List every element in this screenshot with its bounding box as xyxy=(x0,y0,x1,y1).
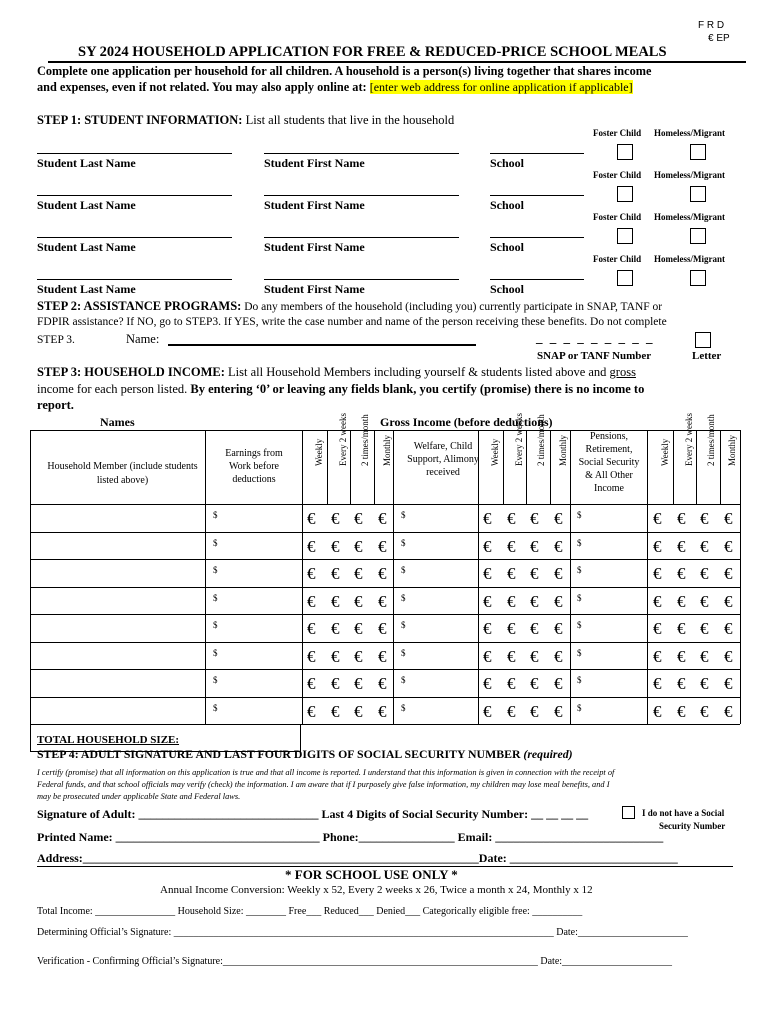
income-amount-field[interactable] xyxy=(585,700,655,722)
student-last-name-label: Student Last Name xyxy=(37,198,136,212)
frequency-checkbox[interactable]: € xyxy=(653,646,662,666)
frequency-label: 2 times/month xyxy=(706,414,716,466)
frequency-checkbox[interactable]: € xyxy=(378,591,387,611)
household-member-name-field[interactable] xyxy=(32,700,202,722)
frequency-checkbox[interactable]: € xyxy=(700,591,709,611)
step1-heading: STEP 1: STUDENT INFORMATION: xyxy=(37,113,243,127)
frequency-checkbox[interactable]: € xyxy=(554,646,563,666)
frequency-checkbox[interactable]: € xyxy=(354,701,363,721)
grid-vline xyxy=(393,430,394,724)
step2-text2: FDPIR assistance? If NO, go to STEP3. If YES, write the case number and name of the person receiving these benefits. Do not complete xyxy=(37,316,667,328)
frequency-checkbox[interactable]: € xyxy=(354,674,363,693)
household-member-name-field[interactable] xyxy=(32,507,202,529)
frequency-label: Weekly xyxy=(490,438,500,466)
frequency-checkbox[interactable]: € xyxy=(700,701,709,721)
names-header: Names xyxy=(100,415,135,429)
corner-code-line2: € EP xyxy=(708,33,730,44)
frequency-checkbox[interactable]: € xyxy=(700,619,709,638)
case-number-label: SNAP or TANF Number xyxy=(537,350,652,362)
frequency-checkbox[interactable]: € xyxy=(653,674,662,693)
frequency-checkbox[interactable]: € xyxy=(378,701,387,721)
step2-name-label: Name: xyxy=(126,332,160,346)
income-amount-field[interactable] xyxy=(221,700,291,722)
frequency-checkbox[interactable]: € xyxy=(700,509,709,528)
frequency-checkbox[interactable]: € xyxy=(307,564,316,583)
dollar-sign: $ xyxy=(213,592,218,603)
no-ssn-checkbox[interactable] xyxy=(622,806,635,819)
school-field[interactable] xyxy=(490,195,584,196)
frequency-checkbox[interactable]: € xyxy=(331,591,340,611)
verification-line[interactable]: Verification - Confirming Official’s Signature:_______________________________________________________________ Date:______________________ xyxy=(37,956,673,967)
frequency-checkbox[interactable]: € xyxy=(677,701,686,721)
frequency-checkbox[interactable]: € xyxy=(677,591,686,611)
certify-line1: I certify (promise) that all information on this application is true and that all income is reported. I understand that this information is given in connection with the receipt of xyxy=(37,768,615,777)
grid-vline xyxy=(205,430,206,724)
homeless-migrant-label: Homeless/Migrant xyxy=(654,128,725,138)
school-label: School xyxy=(490,156,525,170)
income-amount-field[interactable] xyxy=(409,562,479,584)
frequency-checkbox[interactable]: € xyxy=(331,509,340,528)
frequency-checkbox[interactable]: € xyxy=(530,536,539,556)
dollar-sign: $ xyxy=(213,565,218,575)
frequency-checkbox[interactable]: € xyxy=(307,536,316,556)
foster-child-label: Foster Child xyxy=(593,212,642,222)
frequency-checkbox[interactable]: € xyxy=(554,674,563,693)
frequency-checkbox[interactable]: € xyxy=(483,674,492,693)
step3-gross: gross xyxy=(609,365,636,379)
step4-heading: STEP 4: ADULT SIGNATURE AND LAST FOUR DIGITS OF SOCIAL SECURITY NUMBER xyxy=(37,747,521,761)
frequency-checkbox[interactable]: € xyxy=(530,591,539,611)
frequency-checkbox[interactable]: € xyxy=(677,564,686,583)
frequency-checkbox[interactable]: € xyxy=(307,701,316,721)
frequency-checkbox[interactable]: € xyxy=(530,674,539,693)
online-application-link[interactable]: [enter web address for online application if applicable] xyxy=(369,80,633,94)
income-amount-field[interactable] xyxy=(221,562,291,584)
grid-hline xyxy=(30,642,740,643)
grid-hline xyxy=(30,532,740,533)
step3-heading: STEP 3: HOUSEHOLD INCOME: xyxy=(37,365,225,379)
income-amount-field[interactable] xyxy=(221,672,291,694)
step2-text3: STEP 3. xyxy=(37,334,75,346)
income-amount-field[interactable] xyxy=(585,562,655,584)
frequency-checkbox[interactable]: € xyxy=(378,564,387,583)
school-label: School xyxy=(490,198,525,212)
printed-name-line[interactable]: Printed Name: __________________________________ Phone:________________ Email: ____________________________ xyxy=(37,830,664,844)
frequency-checkbox[interactable]: € xyxy=(677,509,686,528)
frequency-checkbox[interactable]: € xyxy=(724,591,733,611)
student-first-name-field[interactable] xyxy=(264,237,459,238)
frequency-label: Weekly xyxy=(314,438,324,466)
foster-child-label: Foster Child xyxy=(593,170,642,180)
frequency-checkbox[interactable]: € xyxy=(483,619,492,638)
income-amount-field[interactable] xyxy=(409,700,479,722)
frequency-checkbox[interactable]: € xyxy=(724,536,733,556)
dollar-sign: $ xyxy=(577,675,582,685)
frequency-label: Monthly xyxy=(382,434,392,466)
frequency-label: Weekly xyxy=(660,438,670,466)
income-amount-field[interactable] xyxy=(221,590,291,612)
student-first-name-label: Student First Name xyxy=(264,198,365,212)
homeless-migrant-checkbox[interactable] xyxy=(690,144,706,160)
grid-vline xyxy=(30,430,31,724)
frequency-checkbox[interactable]: € xyxy=(677,536,686,556)
income-amount-field[interactable] xyxy=(221,507,291,529)
student-first-name-label: Student First Name xyxy=(264,156,365,170)
student-last-name-field[interactable] xyxy=(37,153,232,154)
income-amount-field[interactable] xyxy=(585,645,655,667)
grid-hline xyxy=(30,504,740,505)
frequency-checkbox[interactable]: € xyxy=(653,591,662,611)
income-amount-field[interactable] xyxy=(585,617,655,639)
dollar-sign: $ xyxy=(401,510,406,520)
frequency-checkbox[interactable]: € xyxy=(530,509,539,528)
student-last-name-label: Student Last Name xyxy=(37,282,136,296)
frequency-checkbox[interactable]: € xyxy=(530,701,539,721)
frequency-checkbox[interactable]: € xyxy=(700,646,709,666)
household-member-name-field[interactable] xyxy=(32,562,202,584)
school-field[interactable] xyxy=(490,237,584,238)
household-member-name-field[interactable] xyxy=(32,672,202,694)
grid-vline xyxy=(374,430,375,504)
foster-child-checkbox[interactable] xyxy=(617,186,633,202)
grid-vline xyxy=(302,430,303,724)
student-last-name-field[interactable] xyxy=(37,195,232,196)
frequency-checkbox[interactable]: € xyxy=(724,509,733,528)
dollar-sign: $ xyxy=(401,592,406,603)
frequency-checkbox[interactable]: € xyxy=(507,701,516,721)
certify-line2: Federal funds, and that school officials may verify (check) the information. I am aware that if I purposely give false information, my children may lose meal benefits, and I xyxy=(37,780,610,789)
frequency-checkbox[interactable]: € xyxy=(331,536,340,556)
household-member-name-field[interactable] xyxy=(32,535,202,557)
frequency-checkbox[interactable]: € xyxy=(331,674,340,693)
frequency-checkbox[interactable]: € xyxy=(331,564,340,583)
dollar-sign: $ xyxy=(213,537,218,548)
step4-required: (required) xyxy=(520,747,573,761)
school-label: School xyxy=(490,240,525,254)
foster-child-checkbox[interactable] xyxy=(617,228,633,244)
frequency-checkbox[interactable]: € xyxy=(331,646,340,666)
school-use-heading: * FOR SCHOOL USE ONLY * xyxy=(285,867,458,882)
school-label: School xyxy=(490,282,525,296)
earnings-header: Earnings from Work before deductions xyxy=(225,448,283,485)
grid-hline xyxy=(30,587,740,588)
grid-vline xyxy=(526,430,527,504)
frequency-checkbox[interactable]: € xyxy=(554,536,563,556)
step2-text1: Do any members of the household (including you) currently participate in SNAP, TANF or xyxy=(241,301,663,313)
frequency-checkbox[interactable]: € xyxy=(483,536,492,556)
letter-label: Letter xyxy=(692,350,722,362)
case-number-field[interactable]: _ _ _ _ _ _ _ _ _ xyxy=(536,330,655,345)
homeless-migrant-checkbox[interactable] xyxy=(690,228,706,244)
step2-heading: STEP 2: ASSISTANCE PROGRAMS: xyxy=(37,299,242,313)
homeless-migrant-label: Homeless/Migrant xyxy=(654,170,725,180)
dollar-sign: $ xyxy=(577,592,582,603)
household-member-header: Household Member (include students listed above) xyxy=(47,461,198,486)
step1-text: List all students that live in the household xyxy=(242,113,455,127)
frequency-checkbox[interactable]: € xyxy=(354,619,363,638)
frequency-checkbox[interactable]: € xyxy=(724,564,733,583)
grid-hline xyxy=(30,559,740,560)
dollar-sign: $ xyxy=(213,702,218,713)
letter-checkbox[interactable] xyxy=(695,332,711,348)
frequency-checkbox[interactable]: € xyxy=(724,619,733,638)
frequency-checkbox[interactable]: € xyxy=(677,674,686,693)
student-first-name-field[interactable] xyxy=(264,153,459,154)
frequency-checkbox[interactable]: € xyxy=(724,701,733,721)
grid-vline xyxy=(570,430,571,724)
dollar-sign: $ xyxy=(577,565,582,575)
frequency-checkbox[interactable]: € xyxy=(530,646,539,666)
intro-line2: and expenses, even if not related. You may also apply online at: xyxy=(37,80,370,94)
frequency-checkbox[interactable]: € xyxy=(554,564,563,583)
frequency-checkbox[interactable]: € xyxy=(483,509,492,528)
frequency-checkbox[interactable]: € xyxy=(483,701,492,721)
frequency-checkbox[interactable]: € xyxy=(507,591,516,611)
school-field[interactable] xyxy=(490,279,584,280)
frequency-checkbox[interactable]: € xyxy=(507,564,516,583)
foster-child-checkbox[interactable] xyxy=(617,270,633,286)
foster-child-checkbox[interactable] xyxy=(617,144,633,160)
frequency-checkbox[interactable]: € xyxy=(307,619,316,638)
frequency-checkbox[interactable]: € xyxy=(307,591,316,611)
frequency-label: Every 2 weeks xyxy=(514,413,524,466)
step3-text1: List all Household Members including yourself & students listed above and xyxy=(224,365,610,379)
frequency-checkbox[interactable]: € xyxy=(483,591,492,611)
income-amount-field[interactable] xyxy=(409,672,479,694)
frequency-checkbox[interactable]: € xyxy=(653,619,662,638)
homeless-migrant-checkbox[interactable] xyxy=(690,186,706,202)
student-first-name-field[interactable] xyxy=(264,195,459,196)
corner-code-line1: F R D xyxy=(698,20,725,31)
frequency-checkbox[interactable]: € xyxy=(378,646,387,666)
no-ssn-label1: I do not have a Social xyxy=(642,808,725,818)
frequency-checkbox[interactable]: € xyxy=(307,646,316,666)
grid-vline xyxy=(740,430,741,724)
frequency-checkbox[interactable]: € xyxy=(331,701,340,721)
frequency-checkbox[interactable]: € xyxy=(653,509,662,528)
income-amount-field[interactable] xyxy=(221,617,291,639)
frequency-checkbox[interactable]: € xyxy=(378,674,387,693)
no-ssn-label2: Security Number xyxy=(659,821,726,831)
frequency-checkbox[interactable]: € xyxy=(530,619,539,638)
frequency-checkbox[interactable]: € xyxy=(507,536,516,556)
homeless-migrant-checkbox[interactable] xyxy=(690,270,706,286)
household-member-name-field[interactable] xyxy=(32,645,202,667)
dollar-sign: $ xyxy=(577,647,582,658)
dollar-sign: $ xyxy=(213,647,218,658)
income-amount-field[interactable] xyxy=(409,535,479,557)
homeless-migrant-label: Homeless/Migrant xyxy=(654,254,725,264)
frequency-checkbox[interactable]: € xyxy=(331,619,340,638)
frequency-checkbox[interactable]: € xyxy=(507,674,516,693)
step3-text2a: income for each person listed. xyxy=(37,382,191,396)
grid-vline xyxy=(550,430,551,504)
dollar-sign: $ xyxy=(577,620,582,630)
frequency-checkbox[interactable]: € xyxy=(653,536,662,556)
frequency-label: Every 2 weeks xyxy=(684,413,694,466)
gross-income-header: Gross Income (before deductions) xyxy=(380,415,553,429)
welfare-header: Welfare, Child Support, Alimony received xyxy=(407,441,479,478)
title-rule xyxy=(48,61,746,63)
frequency-label: 2 times/month xyxy=(360,414,370,466)
step2-name-field[interactable] xyxy=(168,344,476,346)
grid-hline xyxy=(30,697,740,698)
income-amount-field[interactable] xyxy=(409,617,479,639)
frequency-checkbox[interactable]: € xyxy=(354,591,363,611)
student-first-name-label: Student First Name xyxy=(264,282,365,296)
frequency-label: Monthly xyxy=(558,434,568,466)
income-amount-field[interactable] xyxy=(221,535,291,557)
foster-child-label: Foster Child xyxy=(593,254,642,264)
frequency-checkbox[interactable]: € xyxy=(700,674,709,693)
student-first-name-field[interactable] xyxy=(264,279,459,280)
income-conversion: Annual Income Conversion: Weekly x 52, Every 2 weeks x 26, Twice a month x 24, Monthly x 12 xyxy=(160,884,593,896)
income-amount-field[interactable] xyxy=(409,590,479,612)
student-last-name-field[interactable] xyxy=(37,237,232,238)
dollar-sign: $ xyxy=(577,510,582,520)
frequency-checkbox[interactable]: € xyxy=(653,701,662,721)
frequency-checkbox[interactable]: € xyxy=(507,646,516,666)
frequency-checkbox[interactable]: € xyxy=(354,509,363,528)
step3-text2b: By entering ‘0’ or leaving any fields blank, you certify (promise) there is no income to xyxy=(190,382,645,396)
student-last-name-label: Student Last Name xyxy=(37,156,136,170)
frequency-checkbox[interactable]: € xyxy=(354,564,363,583)
dollar-sign: $ xyxy=(577,537,582,548)
frequency-checkbox[interactable]: € xyxy=(483,564,492,583)
frequency-checkbox[interactable]: € xyxy=(378,509,387,528)
page-title: SY 2024 HOUSEHOLD APPLICATION FOR FREE & REDUCED-PRICE SCHOOL MEALS xyxy=(78,44,667,60)
dollar-sign: $ xyxy=(577,702,582,713)
frequency-checkbox[interactable]: € xyxy=(554,509,563,528)
dollar-sign: $ xyxy=(401,537,406,548)
frequency-checkbox[interactable]: € xyxy=(724,674,733,693)
dollar-sign: $ xyxy=(401,702,406,713)
income-amount-field[interactable] xyxy=(409,507,479,529)
grid-vline xyxy=(350,430,351,504)
determining-official-line[interactable]: Determining Official’s Signature: ____________________________________________________________________________ Date:______________________ xyxy=(37,927,688,938)
frequency-checkbox[interactable]: € xyxy=(554,701,563,721)
certify-line3: may be prosecuted under applicable State and Federal laws. xyxy=(37,792,241,801)
step3-text3: report. xyxy=(37,398,74,412)
frequency-checkbox[interactable]: € xyxy=(507,509,516,528)
frequency-checkbox[interactable]: € xyxy=(677,646,686,666)
frequency-checkbox[interactable]: € xyxy=(378,619,387,638)
frequency-checkbox[interactable]: € xyxy=(354,646,363,666)
income-amount-field[interactable] xyxy=(585,590,655,612)
frequency-checkbox[interactable]: € xyxy=(307,509,316,528)
grid-vline xyxy=(720,430,721,504)
frequency-checkbox[interactable]: € xyxy=(307,674,316,693)
frequency-checkbox[interactable]: € xyxy=(483,646,492,666)
frequency-checkbox[interactable]: € xyxy=(700,564,709,583)
household-member-name-field[interactable] xyxy=(32,590,202,612)
intro-line1: Complete one application per household for all children. A household is a person(s) living together that shares income xyxy=(37,64,652,78)
income-amount-field[interactable] xyxy=(409,645,479,667)
student-last-name-field[interactable] xyxy=(37,279,232,280)
frequency-checkbox[interactable]: € xyxy=(653,564,662,583)
student-last-name-label: Student Last Name xyxy=(37,240,136,254)
frequency-checkbox[interactable]: € xyxy=(700,536,709,556)
frequency-checkbox[interactable]: € xyxy=(554,619,563,638)
dollar-sign: $ xyxy=(401,675,406,685)
dollar-sign: $ xyxy=(401,620,406,630)
address-line[interactable]: Address:__________________________________________________________________Date: ____________________________ xyxy=(37,851,678,865)
school-use-line1[interactable]: Total Income: ________________ Household Size: ________ Free___ Reduced___ Denied___ Categorically eligible free: __________ xyxy=(37,906,583,917)
grid-hline xyxy=(30,614,740,615)
frequency-label: 2 times/month xyxy=(536,414,546,466)
frequency-checkbox[interactable]: € xyxy=(530,564,539,583)
frequency-checkbox[interactable]: € xyxy=(554,591,563,611)
frequency-checkbox[interactable]: € xyxy=(724,646,733,666)
frequency-label: Monthly xyxy=(727,434,737,466)
income-amount-field[interactable] xyxy=(585,672,655,694)
frequency-label: Every 2 weeks xyxy=(338,413,348,466)
grid-vline xyxy=(503,430,504,504)
homeless-migrant-label: Homeless/Migrant xyxy=(654,212,725,222)
student-first-name-label: Student First Name xyxy=(264,240,365,254)
foster-child-label: Foster Child xyxy=(593,128,642,138)
frequency-checkbox[interactable]: € xyxy=(507,619,516,638)
total-household-size-label: TOTAL HOUSEHOLD SIZE: xyxy=(37,734,180,746)
school-field[interactable] xyxy=(490,153,584,154)
income-amount-field[interactable] xyxy=(221,645,291,667)
dollar-sign: $ xyxy=(401,565,406,575)
dollar-sign: $ xyxy=(213,620,218,630)
frequency-checkbox[interactable]: € xyxy=(354,536,363,556)
dollar-sign: $ xyxy=(401,647,406,658)
grid-vline xyxy=(673,430,674,504)
grid-hline xyxy=(30,669,740,670)
income-amount-field[interactable] xyxy=(585,535,655,557)
household-member-name-field[interactable] xyxy=(32,617,202,639)
frequency-checkbox[interactable]: € xyxy=(378,536,387,556)
grid-vline xyxy=(696,430,697,504)
pensions-header: Pensions, Retirement, Social Security & All Other Income xyxy=(578,431,640,494)
signature-line[interactable]: Signature of Adult: ______________________________ Last 4 Digits of Social Security Number: __ __ __ __ xyxy=(37,807,589,821)
frequency-checkbox[interactable]: € xyxy=(677,619,686,638)
grid-vline xyxy=(327,430,328,504)
dollar-sign: $ xyxy=(213,510,218,520)
income-amount-field[interactable] xyxy=(585,507,655,529)
dollar-sign: $ xyxy=(213,675,218,685)
